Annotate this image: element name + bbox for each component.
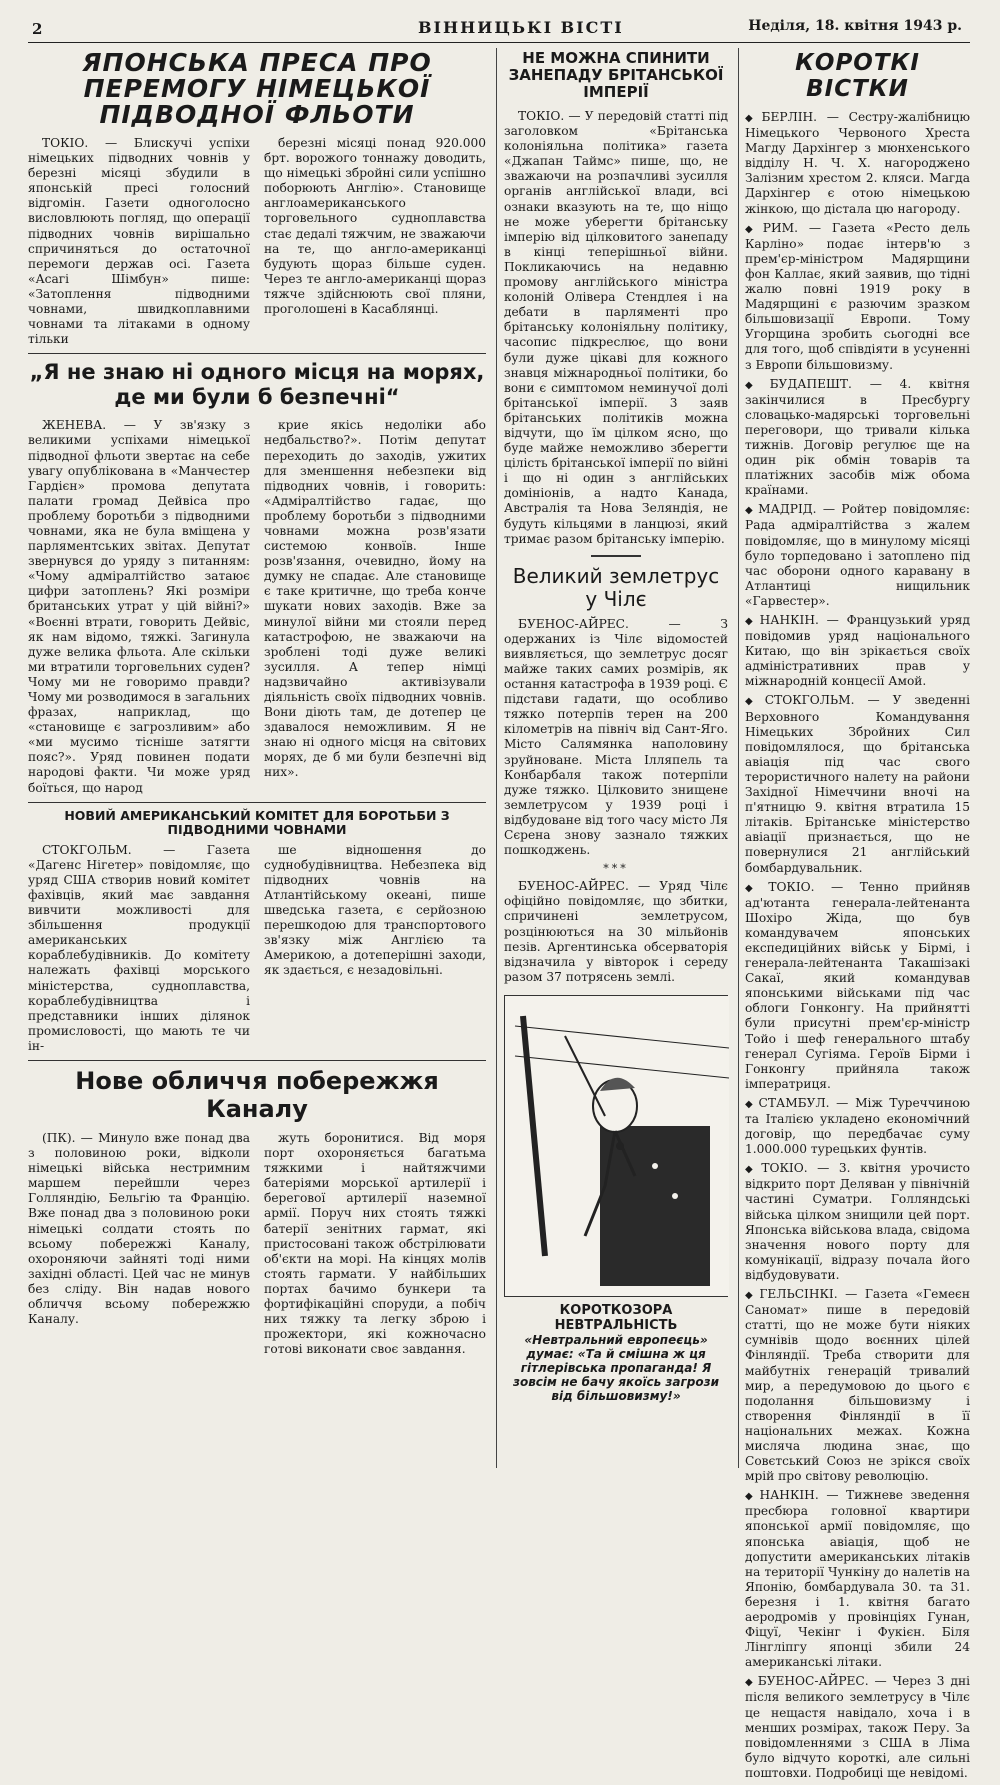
section-separator: *** — [603, 862, 629, 876]
diamond-bullet-icon: ◆ — [745, 1491, 757, 1503]
article-text: ЖЕНЕВА. — У зв'язку з великими успіхами німецької підводної фльоти звертає на себе увагу опублікована в «Манчестер Гардієн» промова депутата палати громад Дейвіса про проблему боротьби з підводними човнами, яка не була вміщена у парляментських звітах. Депутат звернувся до уряду з питанням: «Чому адміралтійство затаює цифри затоплень? Які розміри британських утрат у цій війні?» «Воєнні втрати, говорить Дейвіс, як нам відомо, тяжкі. Загинула дуже велика фльота. Але скільки ми втратили торговельних суден? Чому ми не говоримо правди? Чому ми розводимося в загальних фразах, наприклад, що «становище є загрозливим» або «ми мусимо тісніше затягти пояс?». Уряд повинен подати народові факти. Чи може уряд боїться, що народ — [28, 418, 250, 795]
diamond-bullet-icon: ◆ — [745, 1290, 757, 1302]
article-text: БУЕНОС-АЙРЕС. — З одержаних із Чілє відомостей виявляється, що землетрус досяг майже таких самих розмірів, як остання катастрофа в 1939 році. Є підстави гадати, що особливо тяжко потерпів терен на 200 кілометрів на північ від Сант-Яго. Місто Салямянка наполовину зруйноване. Міста Ілляпель та Конбарбаля також потерпіли дуже тяжко. Цілковито знищене землетрусом у 1939 році і відбудоване від того часу місто Ля Сєрена знову зазнало тяжких пошкоджень. — [504, 616, 728, 858]
article-british-empire — [504, 50, 728, 547]
middle-column — [504, 50, 728, 1403]
issue-date: Неділя, 18. квітня 1943 р. — [748, 18, 962, 34]
article-text: ТОКІО. — У передовій статті під заголовком «Брітанська колоніяльна політика» газета «Джапан Таймс» пише, що, не зважаючи на розпачливі зусилля органів англійської влади, всі ознаки вказують на те, що ніщо не може уберегти брітанську імперію від цілковитого занепаду в кінці теперішньої війни. Покликаючись на недавню промову англійського міністра колоній Олівера Стендлея і на дебати в парляменті про брітанську колоніяльну політику, часопис підкреслює, що вони були дуже цікаві для кожного знавця міжнародньої політики, бо вони є симптомом неминучої долі брітанської імперії. 3 заяв брітанських політиків можна відчути, що їм цілком ясно, що буде майже неможливо зберегти цілість брітанської імперії по війні і що ні один з англійських домініонів, а надто Канада, Австралія та Нова Зеляндія, не будуть кільцями в ланцюзі, який тримає разом брітанську імперію. — [504, 109, 728, 546]
article-davies-speech — [28, 360, 486, 795]
brief-item: ◆ РИМ. — Газета «Ресто дель Карліно» подає інтерв'ю з прем'єр-міністром Мадярщини фон Каллає, який заявив, що тідні жалю повні 1919 року в Мадярщині є разючим зразком більшовизації Европи. Тому Угорщина зробить сьогодні все для того, щоб співдіяти в усуненні з Европи більшовизму. — [745, 220, 970, 372]
article-chile-earthquake — [504, 565, 728, 985]
article-text: ше відношення до суднобудівництва. Небезпека від підводних човнів на Атлантійському океані, пише шведська газета, є серйозною перешкодою для транспортового зв'язку між Англією та Америкою, а дотеперішні заходи, як здається, є незадовільні. — [264, 842, 486, 978]
brief-item: ◆ МАДРІД. — Ройтер повідомляє: Рада адміралтійства з жалем повідомляє, що в минулому місяці було торпедовано і затоплено під час оборони одного каравану в Атлантиці нищильник «Гарвестер». — [745, 502, 970, 608]
article-text: ТОКІО. — Блискучі успіхи німецьких підводних човнів у березні місяці збудили в японській пресі голосний відгомін. Газети одноголосно висловлюють погляд, що операції підводних човнів вирішально спричиняться до остаточної перемоги держав осі. Газета «Асагі Шімбун» пише: «Затоплення підводними човнами, швидкоплавними човнами та літаками в одному тільки — [28, 136, 250, 347]
cartoon-caption-title: КОРОТКОЗОРА НЕВТРАЛЬНІСТЬ — [554, 1302, 678, 1333]
article-title: НОВИЙ АМЕРИКАНСЬКИЙ КОМІТЕТ ДЛЯ БОРОТЬБИ З ПІДВОДНИМИ ЧОВНАМИ — [64, 807, 450, 837]
diamond-bullet-icon: ◆ — [745, 379, 767, 391]
article-american-committee — [28, 809, 486, 1054]
briefs-list — [745, 110, 970, 1781]
newspaper-name: ВІННИЦЬКІ ВІСТІ — [418, 18, 624, 37]
page-number: 2 — [32, 20, 43, 38]
article-title: Великий землетрус у Чілє — [512, 563, 720, 611]
diamond-bullet-icon: ◆ — [745, 882, 766, 894]
diamond-bullet-icon: ◆ — [745, 113, 759, 124]
article-text: березні місяці понад 920.000 брт. ворожого тоннажу доводить, що німецькі збройні сили успішно поборюють Англію». Становище англоамериканського торговельного судноплавства стає дедалі тяжчим, не зважаючи на те, що англо-американці будують щораз більше суден. Через те англо-американці щораз тяжче здійснюють свої пляни, проголошені в Касаблянці. — [264, 136, 486, 317]
diamond-bullet-icon: ◆ — [745, 1098, 756, 1110]
masthead — [28, 12, 970, 43]
brief-item: ◆ БУДАПЕШТ. — 4. квітня закінчилися в Пресбургу словацько-мадярські торговельні переговори, що тривали кілька тижнів. Договір регулює ще на один рік обмін товарів та платіжних засобів між обома країнами. — [745, 376, 970, 498]
column-divider — [496, 48, 497, 1468]
diamond-bullet-icon: ◆ — [745, 505, 756, 517]
diamond-bullet-icon: ◆ — [745, 1164, 759, 1176]
brief-item: ◆ ГЕЛЬСІНКІ. — Газета «Гемеєн Саномат» пише в передовій статті, що не може бути ніяких сумнівів щодо воєнних цілей Фінляндії. Треба створити для майбутніх генерацій тривалий мир, а передумовою до цього є подолання більшовизму і створення Фінляндії в її національних межах. Кожна мисляча людина знає, що Совєтський Союз не зрікся своїх мрій про світову революцію. — [745, 1287, 970, 1484]
article-text: жуть боронитися. Від моря порт охороняється багатьма тяжкими і найтяжчими батеріями морської артилерії і берегової артилерії наземної армії. Поруч них стоять тяжкі батерії зенітних гармат, які пристосовані також обстрілювати об'єкти на морі. На кінцях молів стоять гармати. У найбільших портах бачимо бункери та фортифікаційні споруди, а побіч них тяжку та легку зброю і прожектори, які кожночасно готові виконати своє завдання. — [264, 1130, 486, 1357]
article-title: ЯПОНСЬКА ПРЕСА ПРО ПЕРЕМОГУ НІМЕЦЬКОЇ ПІДВОДНОЇ ФЛЬОТИ — [82, 48, 432, 129]
brief-item: ◆ ТОКІО. — 3. квітня урочисто відкрито порт Деляван у північній частині Суматри. Голляндські війська цілком знищили цей порт. Японська військова влада, свідома значення нового порту для комунікації, відразу почала його відбудовувати. — [745, 1161, 970, 1282]
brief-item: ◆ НАНКІН. — Тижневе зведення пресбюра головної квартири японської армії повідомляє, що японська авіація, щоб не допустити американських літаків на території Чункіну до налетів на Японію, бомбардувала 30. та 31. березня і 1. квітня багато аеродромів у провінціях Гунан, Фіцуї, Чекінг і Фукієн. Біля Лінгліпгу японці збили 24 американські літаки. — [745, 1488, 970, 1670]
column-divider — [738, 48, 739, 1468]
article-text: (ПК). — Минуло вже понад два з половиною роки, відколи німецькі війська нестримним маршем перейшли через Голляндію, Бельгію та Францію. Вже понад два з половиною роки німецькі солдати стоять по всьому побережжі Каналу, охороняючи зайняті тоді ними західні області. Цей час не минув без сліду. Він надав нового обличчя всьому побережжю Каналу. — [28, 1130, 250, 1327]
cartoon-illustration-icon — [504, 995, 728, 1297]
brief-item: ◆ СТОКГОЛЬМ. — У зведенні Верховного Командування Німецьких Збройних Сил повідомлялося, що брітанська авіація під час свого терористичного налету на райони Західної Німеччини вночі на п'ятницю 9. квітня втратила 15 літаків. Брітанське міністерство авіації признається, що не повернулися 21 англійський бомбардувальник. — [745, 693, 970, 875]
briefs-title: КОРОТКІ ВІСТКИ — [795, 50, 920, 102]
diamond-bullet-icon: ◆ — [745, 1677, 755, 1689]
article-channel-coast — [28, 1067, 486, 1357]
brief-item: ◆ НАНКІН. — Французький уряд повідомив уряд національного Китаю, що він зрікається своїх адміністративних прав у міжнародній концесії Амой. — [745, 613, 970, 689]
article-text: СТОКГОЛЬМ. — Газета «Дагенс Нігетер» повідомляє, що уряд США створив новий комітет фахівців, який має завдання вивчити можливості для збільшення продукції американських кораблебудівників. До комітету належать фахівці морського міністерства, судноплавства, кораблебудівництва і представники інших ділянок промисловості, що мають те чи ін- — [28, 842, 250, 1053]
brief-item: ◆ БЕРЛІН. — Сестру-жалібницю Німецького Червоного Хреста Магду Дархінгер з мюнхенського відділу Н. Ч. Х. нагороджено Залізним хрестом 2. кляси. Магда Дархінгер є отою німецькою жінкою, що дістала цю нагороду. — [745, 110, 970, 216]
cartoon-caption-text: «Невтральний европеєць» думає: «Та й смішна ж ця гітлерівська пропаганда! Я зовсім не бачу якоїсь загрози від більшовизму!» — [513, 1332, 719, 1403]
article-title: „Я не знаю ні одного місця на морях, де ми були б безпечні“ — [29, 360, 485, 410]
diamond-bullet-icon: ◆ — [745, 696, 762, 708]
article-title: НЕ МОЖНА СПИНИТИ ЗАНЕПАДУ БРІТАНСЬКОЇ ІМПЕРІЇ — [508, 49, 724, 101]
cartoon-block — [504, 995, 728, 1403]
article-text: БУЕНОС-АЙРЕС. — Уряд Чілє офіційно повідомляє, що збитки, спричинені землетрусом, розцінюються на 30 мільйонів пезів. Аргентинська обсерваторія відзначила у вівторок і середу разом 37 потрясень землі. — [504, 879, 728, 984]
right-column — [745, 50, 970, 1785]
brief-item: ◆ СТАМБУЛ. — Між Туреччиною та Італією укладено економічний договір, що передбачає суму 1.000.000 турецьких фунтів. — [745, 1095, 970, 1157]
brief-item: ◆ ТОКІО. — Тенно прийняв ад'ютанта генерала-лейтенанта Шохіро Жіда, що був командувачем японських експедиційних військ у Бірмі, і генерала-лейтенанта Такашізакі Сакаї, який командував японськими військами під час облоги Гонконгу. На прийнятті були присутні прем'єр-міністр Тойо і шеф генерального штабу генерал Сугіяма. Героїв Бірми і Гонконгу прийняла також імператриця. — [745, 879, 970, 1091]
diamond-bullet-icon: ◆ — [745, 223, 760, 235]
brief-item: ◆ БУЕНОС-АЙРЕС. — Через 3 дні після великого землетрусу в Чілє це нещастя навідало, хоча і в менших розмірах, також Перу. За повідомленнями з США в Ліма було відчуто короткі, але сильні поштовхи. Подробиці ще невідомі. — [745, 1674, 970, 1780]
article-text: крие якісь недоліки або недбальство?». Потім депутат переходить до заходів, ужитих для зменшення небезпеки від підводних човнів, і говорить: «Адміралтійство гадає, що проблему боротьби з підводними човнами можна розв'язати системою конвоїв. Інше розв'язання, очевидно, йому на думку не спадає. Але становище є таке критичне, що треба конче шукати нових заходів. Вже за минулої війни ми стояли перед катастрофою, не зважаючи на зроблені тоді дуже великі зусилля. А тепер німці надзвичайно активізували діяльність своїх підводних човнів. Вони діють там, де дотепер це здавалося неможливим. Я не знаю ні одного місця на світових морях, де б ми були безпечні від них». — [264, 418, 486, 780]
article-japanese-press — [28, 50, 486, 347]
left-block — [28, 50, 486, 1357]
diamond-bullet-icon: ◆ — [745, 616, 757, 627]
article-title: Нове обличчя побережжя Каналу — [75, 1066, 439, 1123]
